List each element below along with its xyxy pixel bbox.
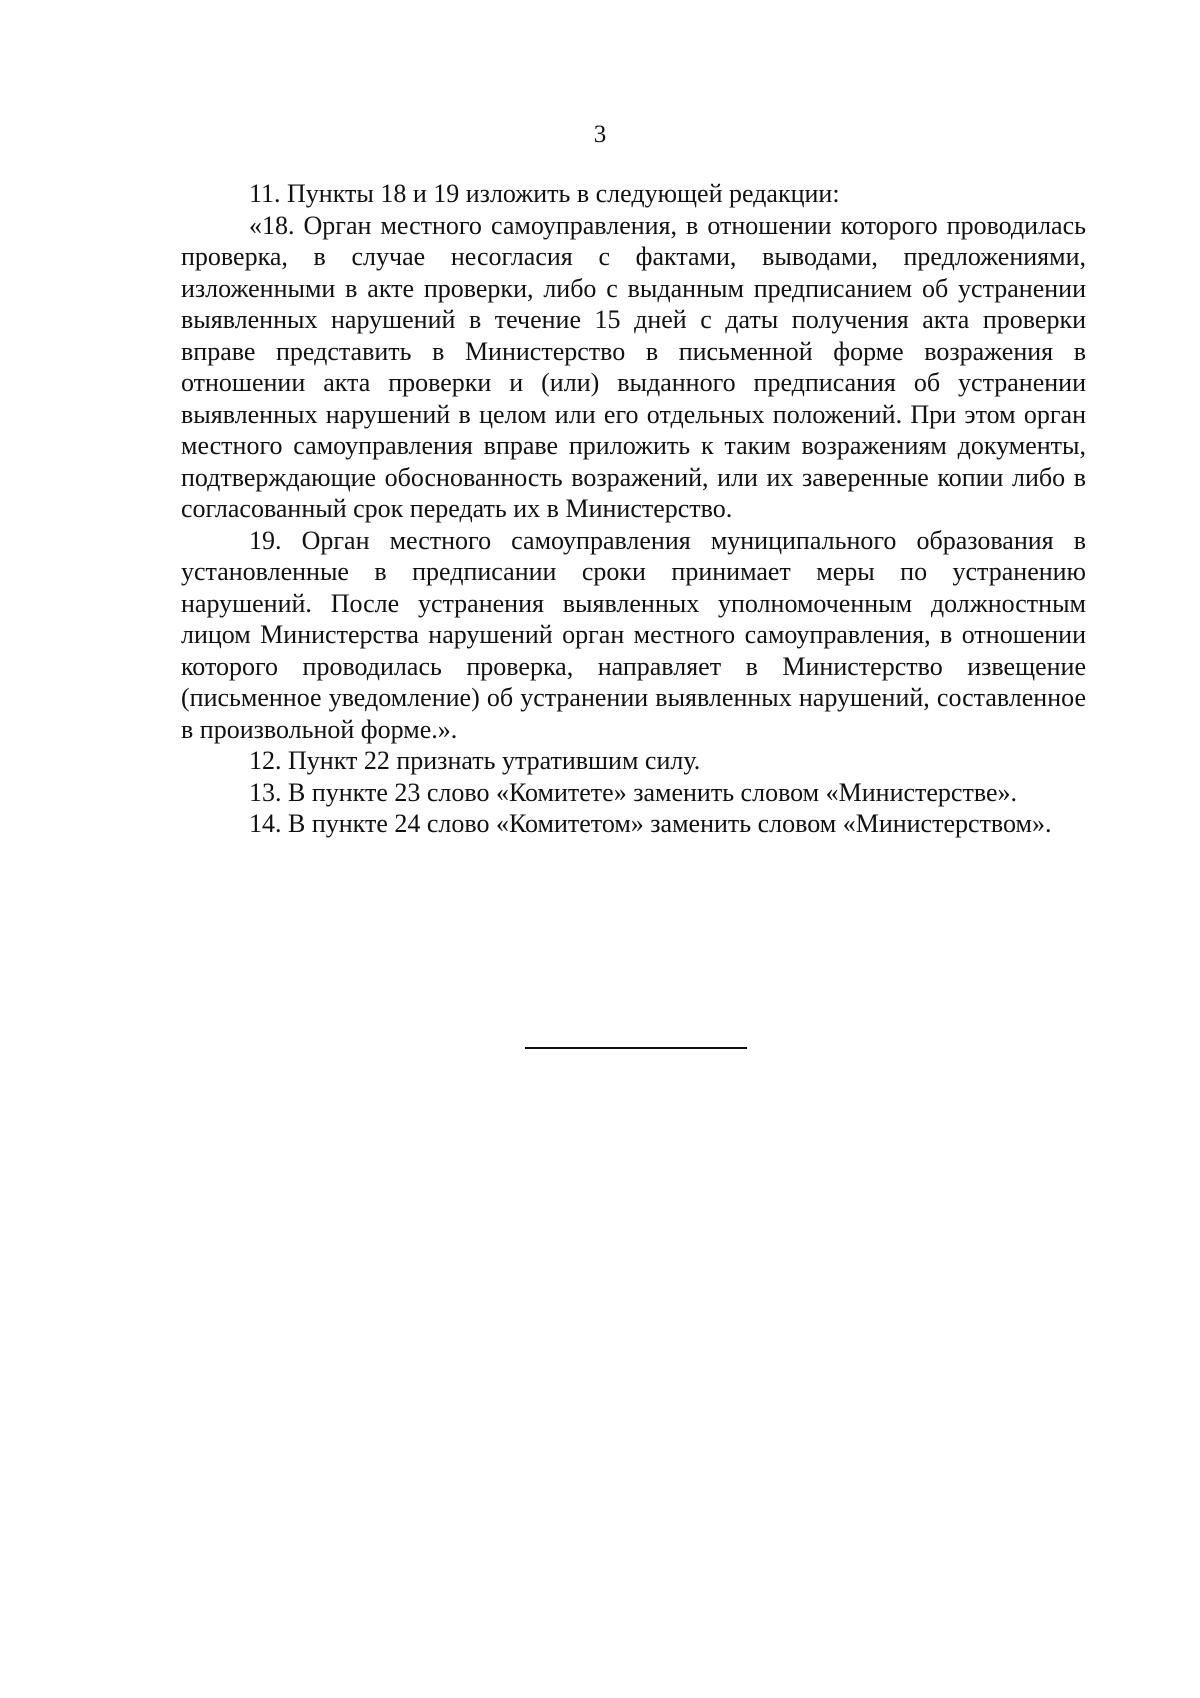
paragraph-14: 14. В пункте 24 слово «Комитетом» заменить словом «Министерством». xyxy=(249,809,1052,838)
paragraph-19: 19. Орган местного самоуправления муниципального образования в установленные в предписании сроки принимает меры по устранению нарушений. После устранения выявленных уполномоченным должностным лицом Министерства нарушений орган местного самоуправления, в отношении которого проводилась проверка, направляет в Министерство извещение (письменное уведомление) об устранении выявленных нарушений, составленное в произвольной форме.». xyxy=(181,525,1086,744)
page-number: 3 xyxy=(593,121,607,148)
end-divider-line xyxy=(525,1047,747,1049)
document-body xyxy=(181,178,1086,840)
paragraph-11: 11. Пункты 18 и 19 изложить в следующей редакции: xyxy=(249,179,840,208)
paragraph-18: «18. Орган местного самоуправления, в отношении которого проводилась проверка, в случае несогласия с фактами, выводами, предложениями, изложенными в акте проверки, либо с выданным предписанием об устранении выявленных нарушений в течение 15 дней с даты получения акта проверки вправе представить в Министерство в письменной форме возражения в отношении акта проверки и (или) выданного предписания об устранении выявленных нарушений в целом или его отдельных положений. При этом орган местного самоуправления вправе приложить к таким возражениям документы, подтверждающие обоснованность возражений, или их заверенные копии либо в согласованный срок передать их в Министерство. xyxy=(181,210,1086,523)
paragraph-12: 12. Пункт 22 признать утратившим силу. xyxy=(249,746,701,775)
paragraph-13: 13. В пункте 23 слово «Комитете» заменить словом «Министерстве». xyxy=(249,777,1017,807)
